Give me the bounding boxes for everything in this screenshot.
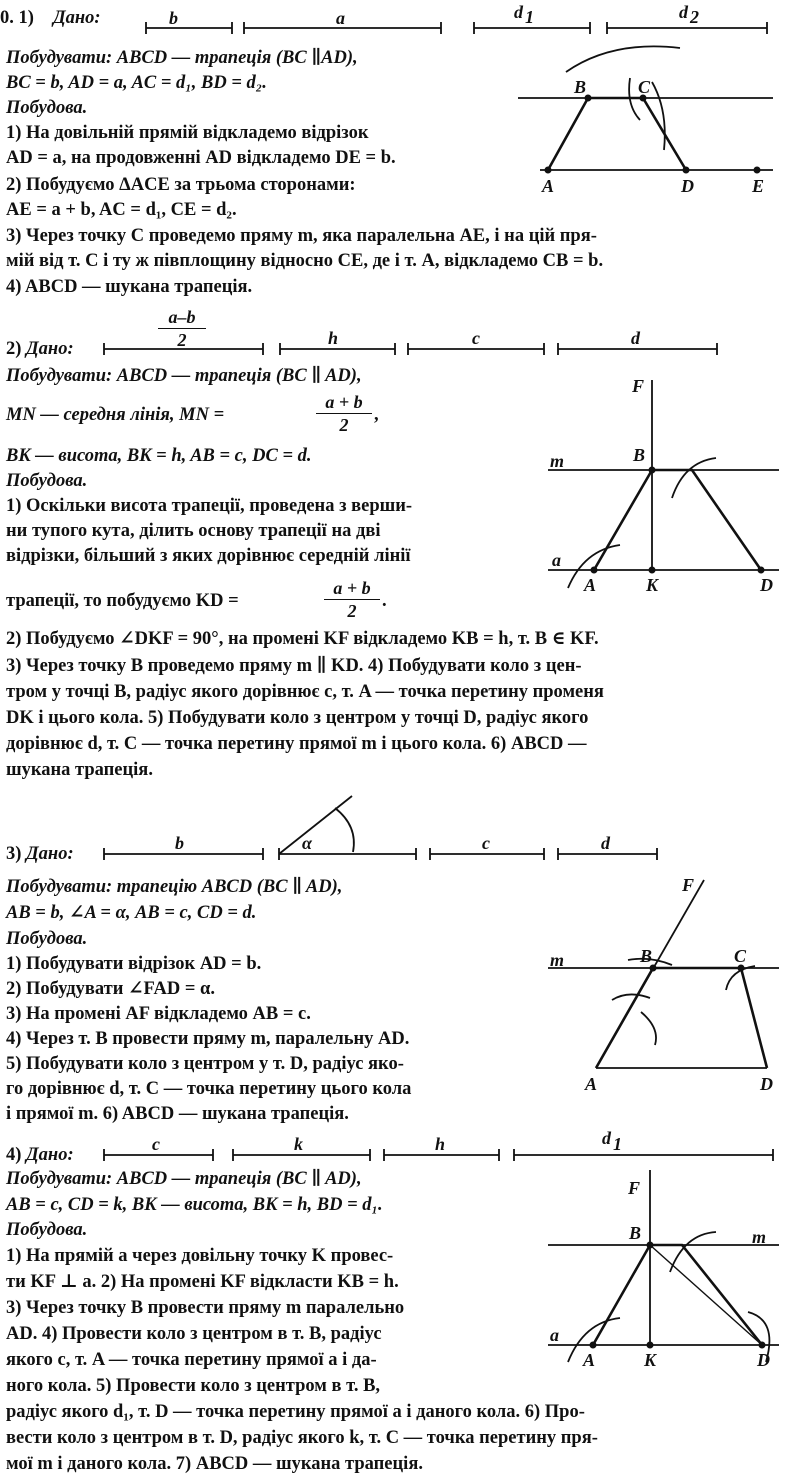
s3-given-label: Дано: (26, 844, 74, 864)
s2-step: відрізки, більший з яких дорівнює середній лінії (6, 546, 411, 566)
s2-segment-ab2 (104, 343, 263, 355)
s2-construction-title: Побудова. (6, 471, 88, 491)
s4-step: AD. 4) Провести коло з центром в т. B, радіус (6, 1324, 382, 1344)
s2-bk-text: BK — висота, BK = h, AB = c, DC = d. (6, 446, 312, 466)
s2-kd-text: трапеції, то побудуємо KD = (6, 591, 239, 611)
s1-given-label: Дано: (53, 8, 101, 28)
s3-step: 3) На промені AF відкладемо AB = c. (6, 1004, 311, 1024)
s1-condition: BC = b, AD = a, AC = d₁, BD = d₂. (6, 73, 267, 93)
s3-number: 3) (6, 844, 22, 864)
s4-given-label: Дано: (26, 1145, 74, 1165)
s1-step: 1) На довільній прямій відкладемо відрізок (6, 123, 369, 143)
s3-label: B (640, 946, 653, 966)
s4-segment-d1 (514, 1149, 773, 1161)
s3-seg-label: b (175, 833, 184, 853)
s2-arc (672, 458, 716, 498)
s2-label: B (633, 445, 646, 465)
s2-point-d (758, 567, 763, 572)
s4-label: B (629, 1223, 642, 1243)
s1-figure (518, 46, 773, 196)
s4-label: K (644, 1350, 657, 1370)
s2-kd-frac-top: a + b (333, 578, 371, 598)
s2-point-a (591, 567, 596, 572)
s4-seg-label: c (152, 1134, 160, 1154)
s1-seg-label: b (169, 8, 178, 28)
s2-kd-end: . (382, 591, 387, 611)
s3-condition: AB = b, ∠A = α, AB = c, CD = d. (6, 903, 257, 923)
s3-step: 2) Побудувати ∠FAD = α. (6, 979, 215, 999)
s1-seg-sub: 2 (690, 7, 699, 27)
s2-label: A (584, 575, 597, 595)
s2-label: m (550, 451, 565, 471)
s2-number: 2) (6, 339, 22, 359)
s3-angle-arc (335, 808, 354, 852)
s2-seg-label: h (328, 328, 339, 348)
s2-seg-label: c (472, 328, 480, 348)
s3-step: 4) Через т. B провести пряму m, паралельну AD. (6, 1029, 410, 1049)
s4-build-text: : ABCD — трапеція (BC ∥ AD), (106, 1169, 362, 1189)
s4-step: якого c, т. A — точка перетину прямої a і да- (6, 1350, 377, 1370)
s1-construction-title: Побудова. (6, 98, 88, 118)
s4-point-d (759, 1342, 764, 1347)
s3-arc (612, 994, 650, 1000)
s1-step: AE = a + b, AC = d₁, CE = d₂. (6, 200, 237, 220)
s3-label: F (682, 875, 695, 895)
s1-step: мій від т. C і ту ж півплощину відносно CE, де і т. A, відкладемо CB = b. (6, 251, 604, 271)
s2-mn-frac-bottom: 2 (339, 415, 349, 435)
s1-arc (566, 46, 680, 72)
s4-label: a (550, 1325, 559, 1345)
s3-step: і прямої m. 6) ABCD — шукана трапеція. (6, 1104, 349, 1124)
s3-step: го дорівнює d, т. C — точка перетину цього кола (6, 1079, 412, 1099)
s4-construction-title: Побудова. (6, 1220, 88, 1240)
s2-step: тром у точці B, радіус якого дорівнює c, т. A — точка перетину променя (6, 682, 604, 702)
s4-step: радіус якого d₁, т. D — точка перетину прямої a і даного кола. 6) Про- (6, 1402, 585, 1422)
s1-step: 2) Побудуємо ΔACE за трьома сторонами: (6, 175, 356, 195)
s3-build-label: Побудувати (6, 877, 106, 897)
s1-label: C (638, 77, 651, 97)
s2-label: D (760, 575, 773, 595)
s1-segment-b (146, 22, 232, 34)
s3-label: C (734, 946, 747, 966)
s1-point-d (683, 167, 688, 172)
s3-arc (641, 1012, 656, 1045)
s2-step: 1) Оскільки висота трапеції, проведена з верши- (6, 496, 413, 516)
s1-point-e (754, 167, 759, 172)
s4-point-k (647, 1342, 652, 1347)
s4-step: мої m і даного кола. 7) ABCD — шукана трапеція. (6, 1454, 423, 1474)
s3-label: m (550, 950, 565, 970)
s1-given-segments (146, 2, 767, 34)
s3-given-segments (104, 796, 657, 860)
s4-given-segments (104, 1128, 773, 1161)
s2-label: K (646, 575, 659, 595)
s1-seg-label: a (336, 8, 345, 28)
s3-seg-label: α (302, 833, 312, 853)
s2-label: a (552, 550, 561, 570)
s4-point-a (590, 1342, 595, 1347)
s2-step: 2) Побудуємо ∠DKF = 90°, на промені KF відкладемо KB = h, т. B ∈ KF. (6, 629, 599, 649)
s2-point-b (649, 467, 654, 472)
s1-segment-d2 (607, 22, 767, 34)
s2-step: DK і цього кола. 5) Побудувати коло з центром у точці D, радіус якого (6, 708, 589, 728)
s2-build-text: : ABCD — трапеція (BC ∥ AD), (106, 366, 362, 386)
s3-construction-title: Побудова. (6, 929, 88, 949)
s2-step: дорівнює d, т. C — точка перетину прямої m і цього кола. 6) ABCD — (6, 734, 587, 754)
s2-step: ни тупого кута, ділить основу трапеції на дві (6, 521, 381, 541)
s4-step: вести коло з центром в т. D, радіус якого k, т. C — точка перетину пря- (6, 1428, 598, 1448)
s1-label: D (681, 176, 694, 196)
s4-seg-sub: 1 (613, 1134, 622, 1154)
s4-figure (548, 1170, 779, 1370)
s4-label: m (752, 1227, 767, 1247)
s1-point-b (585, 95, 590, 100)
s2-given-label: Дано: (26, 339, 74, 359)
s1-point-a (545, 167, 550, 172)
s4-point-b (647, 1242, 652, 1247)
s1-seg-label: d (679, 2, 688, 22)
s3-build-text: : трапецію ABCD (BC ∥ AD), (106, 877, 343, 897)
s3-angle-ray (279, 796, 352, 854)
s4-diagonal-bd (650, 1245, 762, 1345)
s2-given-segments (104, 328, 717, 355)
s2-mn-end: , (374, 405, 379, 425)
s2-frac-bottom: 2 (177, 330, 187, 350)
s1-seg-sub: 1 (525, 7, 534, 27)
s3-label: A (585, 1074, 598, 1094)
s4-step: 1) На прямій a через довільну точку K провес- (6, 1246, 394, 1266)
s1-number: 0. 1) (0, 8, 34, 28)
s3-figure (548, 875, 779, 1094)
s1-build-text: : ABCD — трапеція (BC ∥AD), (106, 48, 358, 68)
s2-seg-label: d (631, 328, 640, 348)
s4-condition: AB = c, CD = k, BK — висота, BK = h, BD = d₁. (6, 1195, 383, 1215)
s4-step: 3) Через точку B провести пряму m паралельно (6, 1298, 405, 1318)
s3-seg-label: c (482, 833, 490, 853)
s4-arc (670, 1232, 716, 1272)
s3-label: D (760, 1074, 773, 1094)
s1-label: A (542, 176, 555, 196)
s2-frac-top: a–b (168, 307, 196, 327)
s1-seg-label: d (514, 2, 523, 22)
s3-step: 5) Побудувати коло з центром у т. D, радіус яко- (6, 1054, 404, 1074)
s4-seg-label: d (602, 1128, 611, 1148)
s3-angle-base (279, 848, 416, 860)
s1-step: 4) ABCD — шукана трапеція. (6, 277, 253, 297)
s1-step: 3) Через точку C проведемо пряму m, яка паралельна AE, і на цій пря- (6, 226, 597, 246)
s2-point-k (649, 567, 654, 572)
s1-step: AD = a, на продовженні AD відкладемо DE = b. (6, 148, 396, 168)
s1-label: E (752, 176, 765, 196)
s4-seg-label: k (294, 1134, 303, 1154)
s2-kd-frac-bottom: 2 (347, 601, 357, 621)
s4-step: ного кола. 5) Провести коло з центром в т. B, (6, 1376, 381, 1396)
s4-label: D (757, 1350, 770, 1370)
s2-step: 3) Через точку B проведемо пряму m ∥ KD. 4) Побудувати коло з цен- (6, 656, 582, 676)
s3-step: 1) Побудувати відрізок AD = b. (6, 954, 262, 974)
s1-label: B (574, 77, 587, 97)
s2-step: шукана трапеція. (6, 760, 153, 780)
s4-build-label: Побудувати (6, 1169, 106, 1189)
s4-step: ти KF ⊥ a. 2) На промені KF відкласти KB = h. (6, 1272, 399, 1292)
s1-build-label: Побудувати (6, 48, 106, 68)
s4-label: A (583, 1350, 596, 1370)
s3-trapezoid (596, 968, 767, 1068)
s2-mn-frac-top: a + b (325, 392, 363, 412)
s3-point-b (650, 965, 655, 970)
s4-seg-label: h (435, 1134, 446, 1154)
s2-mn-text: MN — середня лінія, MN = (6, 405, 225, 425)
s4-number: 4) (6, 1145, 22, 1165)
s2-label: F (632, 376, 645, 396)
s2-figure (548, 376, 779, 595)
s3-seg-label: d (601, 833, 610, 853)
s4-trapezoid (593, 1245, 762, 1345)
s3-point-c (738, 965, 743, 970)
s4-label: F (628, 1178, 641, 1198)
s2-build-label: Побудувати (6, 366, 106, 386)
